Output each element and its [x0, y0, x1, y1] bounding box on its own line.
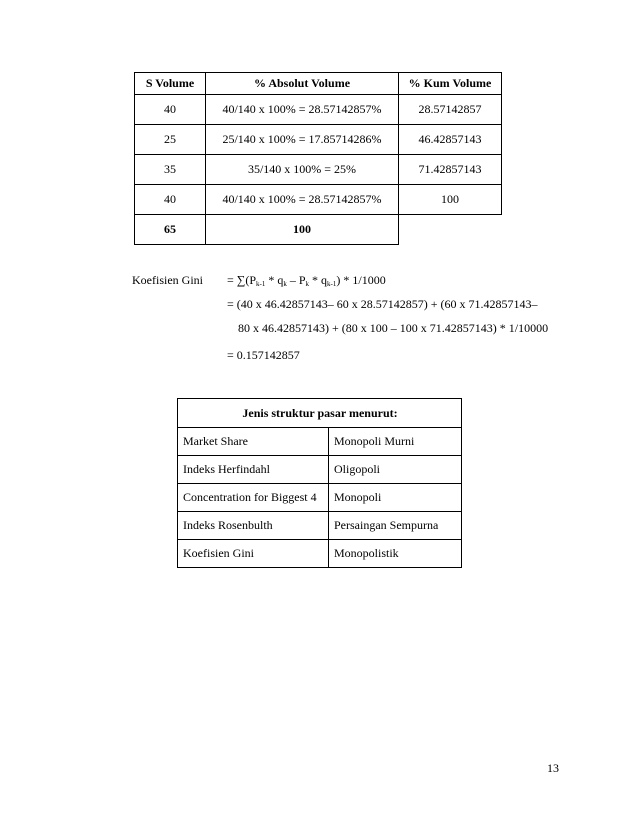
- formula-part: ) * 1/1000: [336, 273, 386, 287]
- structure-table-title: Jenis struktur pasar menurut:: [178, 399, 462, 428]
- table-total-row: [135, 215, 502, 245]
- structure-table: [177, 398, 462, 568]
- header-cell: % Kum Volume: [399, 73, 502, 95]
- table-cell: 71.42857143: [399, 155, 502, 185]
- sigma-symbol: ∑: [236, 273, 246, 287]
- empty-cell: [399, 215, 502, 245]
- table-cell: Indeks Herfindahl: [178, 456, 329, 484]
- structure-table-title-row: [178, 399, 462, 428]
- table-row: [178, 512, 462, 540]
- table-cell: Koefisien Gini: [178, 540, 329, 568]
- table-cell: Monopoli: [329, 484, 462, 512]
- formula-sub: k: [305, 280, 310, 288]
- formula-sub: k-1: [327, 280, 337, 288]
- table-cell: 35: [135, 155, 206, 185]
- table-cell: Monopoli Murni: [329, 428, 462, 456]
- formula-sub: k-1: [256, 280, 266, 288]
- header-cell: S Volume: [135, 73, 206, 95]
- table-cell: 40: [135, 95, 206, 125]
- page-number: 13: [547, 761, 559, 775]
- table-row: [135, 155, 502, 185]
- gini-result: = 0.157142857: [227, 348, 300, 362]
- header-cell: % Absolut Volume: [206, 73, 399, 95]
- table-cell: 28.57142857: [399, 95, 502, 125]
- formula-eq: =: [227, 273, 234, 287]
- table-cell: Indeks Rosenbulth: [178, 512, 329, 540]
- table-cell: 40: [135, 185, 206, 215]
- table-cell: 46.42857143: [399, 125, 502, 155]
- table-cell: Concentration for Biggest 4: [178, 484, 329, 512]
- table-row: [178, 484, 462, 512]
- volume-table: [134, 72, 502, 245]
- table-row: [178, 456, 462, 484]
- table-cell: Monopolistik: [329, 540, 462, 568]
- formula-sub: k: [283, 280, 287, 288]
- table-cell: 40/140 x 100% = 28.57142857%: [206, 95, 399, 125]
- formula-part: * q: [265, 273, 284, 287]
- table-header-row: [135, 73, 502, 95]
- total-cell: 100: [206, 215, 399, 245]
- gini-label: Koefisien Gini: [132, 273, 203, 287]
- total-cell: 65: [135, 215, 206, 245]
- table-row: [135, 125, 502, 155]
- gini-line-3: 80 x 46.42857143) + (80 x 100 – 100 x 71.42857143) * 1/10000: [238, 321, 549, 335]
- formula-part: (P: [245, 273, 257, 287]
- table-cell: Persaingan Sempurna: [329, 512, 462, 540]
- formula-part: * q: [309, 273, 328, 287]
- table-cell: 100: [399, 185, 502, 215]
- table-cell: Market Share: [178, 428, 329, 456]
- table-row: [135, 185, 502, 215]
- table-cell: 40/140 x 100% = 28.57142857%: [206, 185, 399, 215]
- formula-part: – P: [286, 273, 306, 287]
- gini-formula: [227, 273, 386, 288]
- gini-line-2: = (40 x 46.42857143– 60 x 28.57142857) + (60 x 71.42857143–: [227, 297, 538, 311]
- table-row: [178, 540, 462, 568]
- table-cell: 25: [135, 125, 206, 155]
- table-cell: 35/140 x 100% = 25%: [206, 155, 399, 185]
- table-cell: 25/140 x 100% = 17.85714286%: [206, 125, 399, 155]
- table-row: [178, 428, 462, 456]
- table-row: [135, 95, 502, 125]
- table-cell: Oligopoli: [329, 456, 462, 484]
